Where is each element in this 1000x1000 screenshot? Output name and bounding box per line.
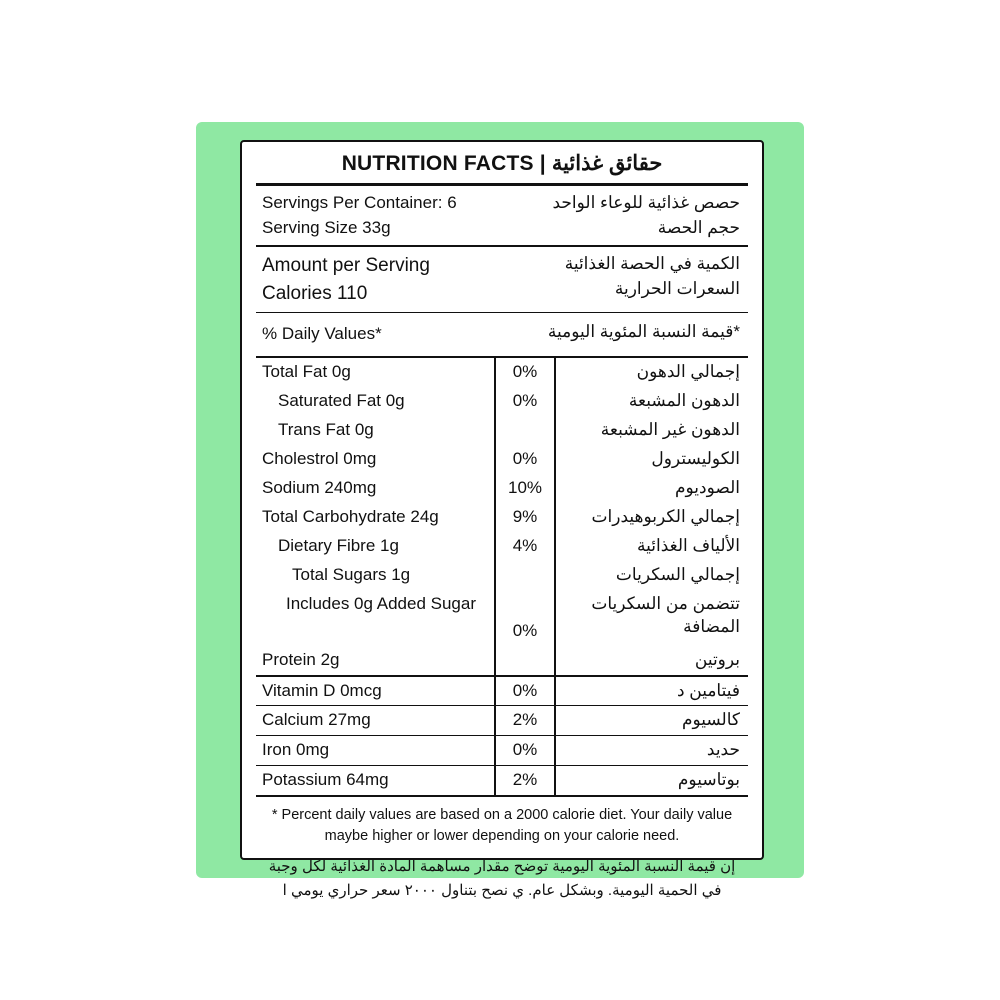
table-row bbox=[256, 445, 748, 474]
serving-size: Serving Size 33g bbox=[262, 217, 391, 237]
nutrient-name: Total Carbohydrate 24g bbox=[262, 506, 439, 526]
amount-per-serving-block bbox=[256, 247, 748, 312]
nutrient-name-ar: الدهون المشبعة bbox=[628, 391, 740, 411]
amount-english bbox=[256, 252, 508, 307]
footnote-arabic-line1: إن قيمة النسبة المئوية اليومية توضح مقدار مساهمة المادة الغذائية لكل وجبة bbox=[268, 858, 736, 876]
table-row bbox=[256, 561, 748, 590]
nutrient-dv bbox=[494, 561, 556, 590]
nutrient-dv: 10% bbox=[494, 474, 556, 503]
table-row bbox=[256, 590, 748, 646]
vitamin-name-ar: بوتاسيوم bbox=[677, 770, 740, 790]
daily-values-label: % Daily Values* bbox=[262, 324, 382, 344]
nutrient-name: Includes 0g Added Sugar bbox=[286, 593, 476, 613]
nutrient-dv: 9% bbox=[494, 503, 556, 532]
table-row bbox=[256, 474, 748, 503]
nutrient-dv bbox=[494, 646, 556, 675]
vitamins-table bbox=[256, 677, 748, 796]
nutrient-name-ar: الكوليسترول bbox=[651, 448, 740, 468]
nutrient-dv: 0% bbox=[494, 445, 556, 474]
nutrient-name: Total Fat 0g bbox=[262, 362, 351, 382]
vitamin-name-ar: حديد bbox=[706, 740, 740, 760]
vitamin-dv: 0% bbox=[494, 736, 556, 765]
nutrient-name-ar: بروتين bbox=[694, 649, 740, 669]
table-row bbox=[256, 358, 748, 387]
amount-per-serving-ar: الكمية في الحصة الغذائية bbox=[564, 254, 740, 274]
nutrient-dv: 0% bbox=[494, 387, 556, 416]
nutrient-name-ar: إجمالي الدهون bbox=[636, 362, 740, 382]
nutrient-name-ar: تتضمن من السكريات المضافة bbox=[591, 593, 740, 636]
vitamin-name-ar: كالسيوم bbox=[681, 710, 740, 730]
nutrient-name: Dietary Fibre 1g bbox=[278, 535, 399, 555]
nutrient-dv: 0% bbox=[494, 358, 556, 387]
serving-size-ar: حجم الحصة bbox=[657, 217, 740, 237]
vitamin-name: Potassium 64mg bbox=[262, 770, 389, 790]
table-row bbox=[256, 532, 748, 561]
nutrient-name: Sodium 240mg bbox=[262, 477, 377, 497]
nutrient-table bbox=[256, 358, 748, 674]
page-title: NUTRITION FACTS | حقائق غذائية bbox=[341, 152, 663, 175]
nutrient-dv: 4% bbox=[494, 532, 556, 561]
table-row bbox=[256, 503, 748, 532]
calories-ar: السعرات الحرارية bbox=[614, 279, 740, 299]
table-row bbox=[256, 736, 748, 765]
nutrient-name-ar: الصوديوم bbox=[674, 477, 740, 497]
servings-english bbox=[256, 191, 508, 240]
nutrient-dv bbox=[494, 416, 556, 445]
calories: Calories 110 bbox=[262, 282, 368, 304]
footnote-english: * Percent daily values are based on a 2000 calorie diet. Your daily value maybe higher or lower depending on your calorie need. bbox=[271, 807, 733, 845]
footnote-arabic bbox=[256, 849, 748, 907]
nutrient-name-ar: إجمالي الكربوهيدرات bbox=[591, 506, 740, 526]
vitamin-dv: 2% bbox=[494, 706, 556, 735]
nutrient-name: Saturated Fat 0g bbox=[278, 391, 405, 411]
vitamin-name: Iron 0mg bbox=[262, 740, 330, 760]
daily-values-header bbox=[256, 313, 748, 356]
nutrient-dv: 0% bbox=[494, 590, 556, 646]
table-row bbox=[256, 646, 748, 675]
table-row bbox=[256, 387, 748, 416]
vitamin-dv: 2% bbox=[494, 766, 556, 795]
vitamin-dv: 0% bbox=[494, 677, 556, 706]
nutrient-name: Cholestrol 0mg bbox=[262, 448, 377, 468]
servings-per-container: Servings Per Container: 6 bbox=[262, 193, 457, 213]
amount-per-serving: Amount per Serving bbox=[262, 255, 430, 277]
nutrient-name-ar: إجمالي السكريات bbox=[615, 564, 740, 584]
table-row bbox=[256, 706, 748, 735]
nutrient-name: Trans Fat 0g bbox=[278, 419, 374, 439]
table-row bbox=[256, 416, 748, 445]
footnote-arabic-line2: في الحمية اليومية. وبشكل عام. ي نصح بتناول ٢٠٠٠ سعر حراري يومي ا bbox=[282, 882, 722, 900]
vitamin-name-ar: فيتامين د bbox=[676, 680, 740, 700]
nutrient-name: Total Sugars 1g bbox=[292, 564, 411, 584]
nutrient-name-ar: الألياف الغذائية bbox=[637, 535, 740, 555]
nutrition-facts-label bbox=[240, 140, 764, 900]
nutrient-name: Protein 2g bbox=[262, 649, 340, 669]
table-row bbox=[256, 766, 748, 795]
nutrient-name-ar: الدهون غير المشبعة bbox=[600, 419, 740, 439]
daily-values-label-ar: *قيمة النسبة المئوية اليومية bbox=[547, 322, 740, 342]
table-row bbox=[256, 677, 748, 706]
vitamin-name: Calcium 27mg bbox=[262, 710, 371, 730]
servings-block bbox=[256, 186, 748, 245]
amount-arabic bbox=[508, 252, 748, 307]
vitamin-name: Vitamin D 0mcg bbox=[262, 680, 382, 700]
servings-arabic bbox=[508, 191, 748, 240]
servings-per-container-ar: حصص غذائية للوعاء الواحد bbox=[552, 193, 740, 213]
